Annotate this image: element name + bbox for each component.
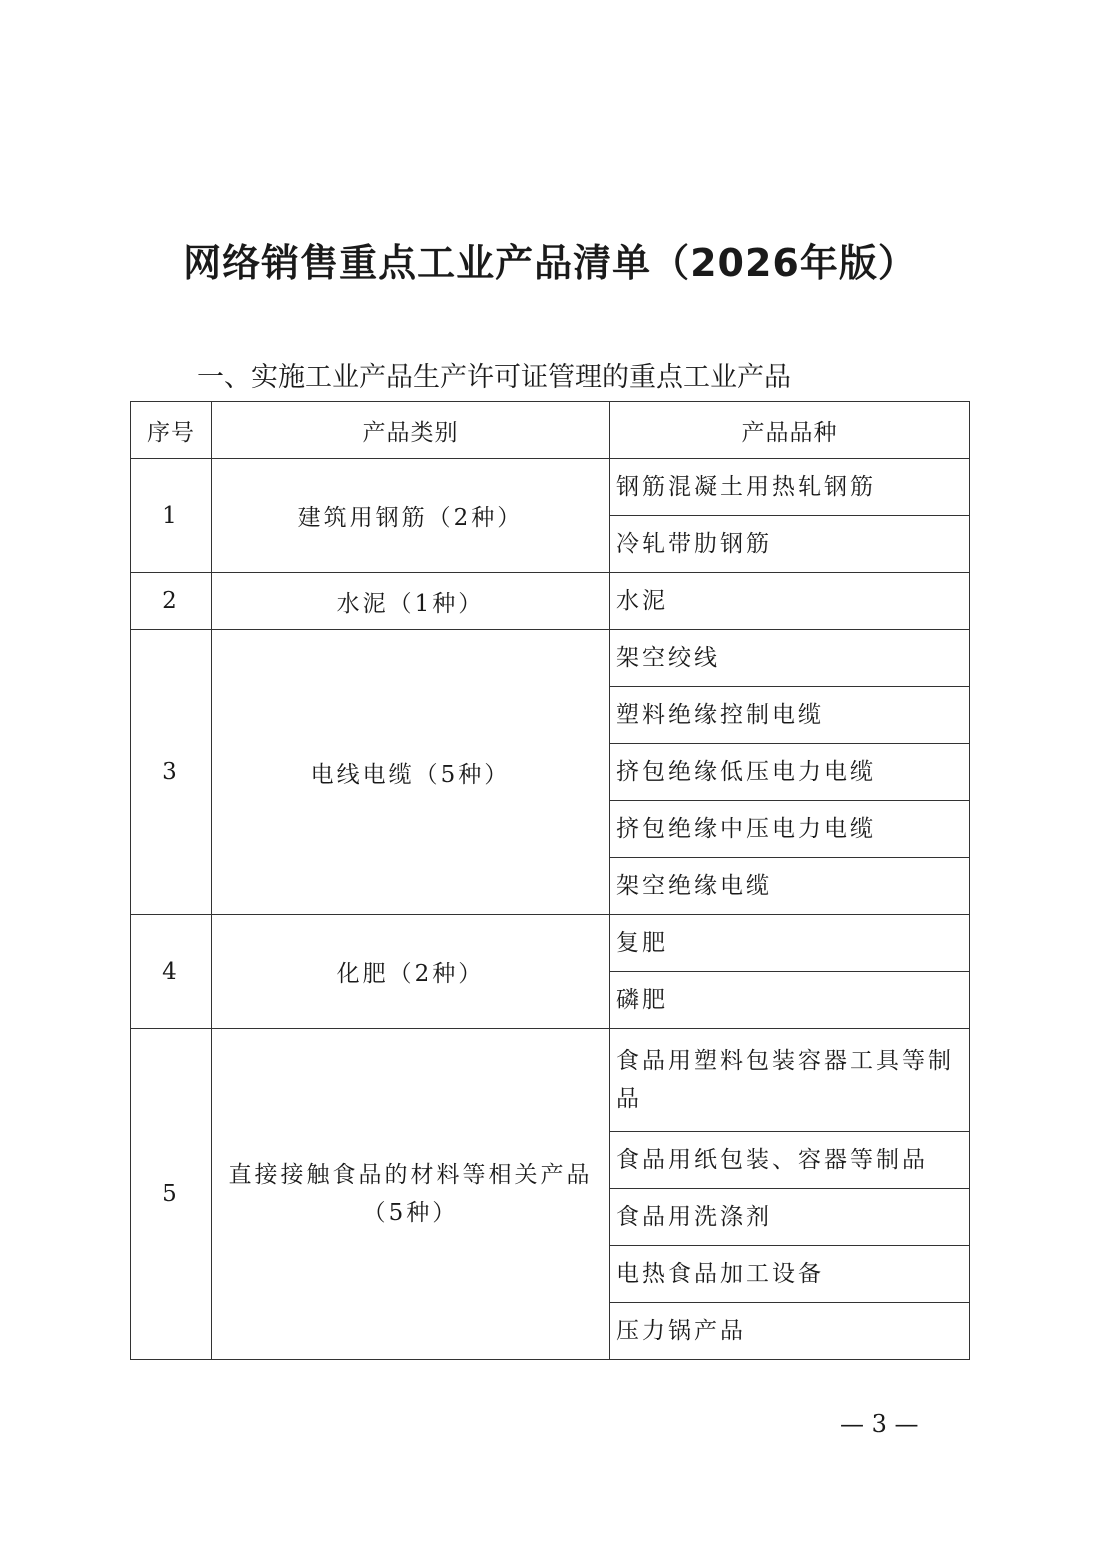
- row-item: 水泥: [610, 573, 970, 630]
- row-item: 挤包绝缘低压电力电缆: [610, 744, 970, 801]
- table-header-row: [131, 402, 970, 459]
- product-table: [130, 401, 970, 1360]
- row-item: 食品用塑料包装容器工具等制品: [610, 1029, 970, 1132]
- row-number: 1: [131, 459, 212, 573]
- header-category: 产品类别: [212, 402, 610, 459]
- row-item: 电热食品加工设备: [610, 1246, 970, 1303]
- row-number: 4: [131, 915, 212, 1029]
- header-no: 序号: [131, 402, 212, 459]
- row-item: 磷肥: [610, 972, 970, 1029]
- table-row: [131, 630, 970, 687]
- row-item: 冷轧带肋钢筋: [610, 516, 970, 573]
- section-heading: 一、实施工业产品生产许可证管理的重点工业产品: [197, 362, 791, 393]
- row-category: 直接接触食品的材料等相关产品（5种）: [212, 1029, 610, 1360]
- row-item: 压力锅产品: [610, 1303, 970, 1360]
- row-category: 建筑用钢筋（2种）: [212, 459, 610, 573]
- row-number: 5: [131, 1029, 212, 1360]
- row-item: 挤包绝缘中压电力电缆: [610, 801, 970, 858]
- row-item: 架空绝缘电缆: [610, 858, 970, 915]
- table-row: [131, 573, 970, 630]
- row-item: 架空绞线: [610, 630, 970, 687]
- row-item: 食品用洗涤剂: [610, 1189, 970, 1246]
- row-number: 2: [131, 573, 212, 630]
- page-number: — 3 —: [840, 1410, 919, 1438]
- row-category: 水泥（1种）: [212, 573, 610, 630]
- row-item: 塑料绝缘控制电缆: [610, 687, 970, 744]
- header-items: 产品品种: [610, 402, 970, 459]
- table-row: [131, 459, 970, 516]
- row-item: 食品用纸包装、容器等制品: [610, 1132, 970, 1189]
- row-category: 电线电缆（5种）: [212, 630, 610, 915]
- row-item: 钢筋混凝土用热轧钢筋: [610, 459, 970, 516]
- page-title: 网络销售重点工业产品清单（2026年版）: [183, 241, 917, 285]
- row-category: 化肥（2种）: [212, 915, 610, 1029]
- table-row: [131, 1029, 970, 1132]
- table-row: [131, 915, 970, 972]
- row-number: 3: [131, 630, 212, 915]
- row-item: 复肥: [610, 915, 970, 972]
